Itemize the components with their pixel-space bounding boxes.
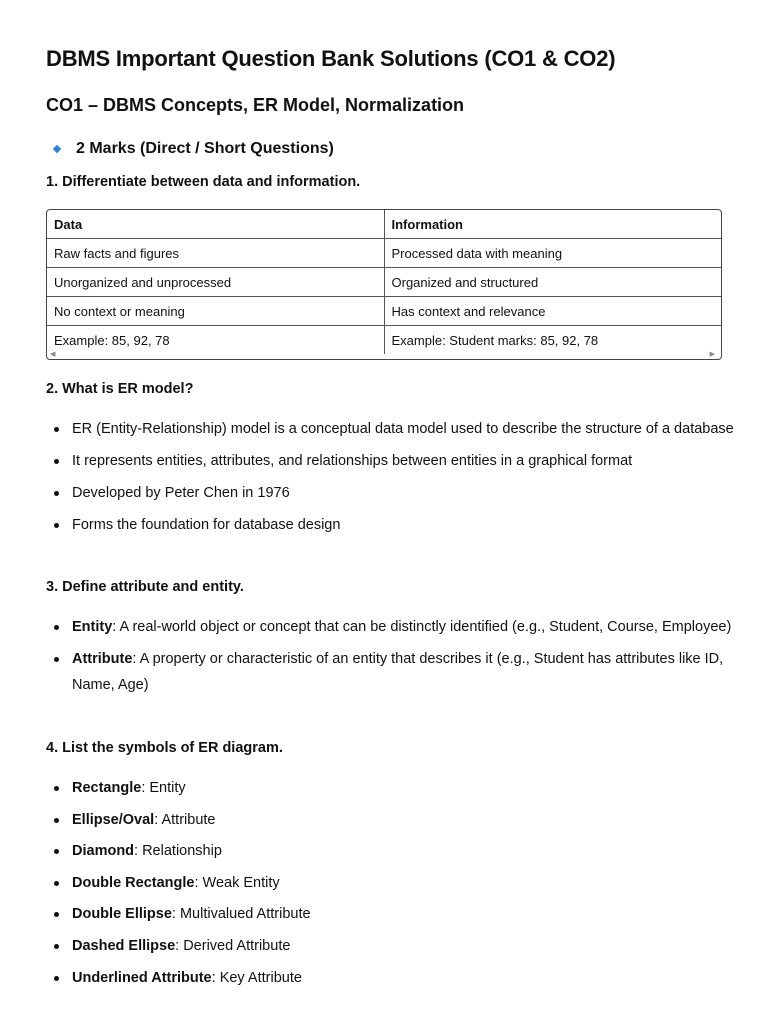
list-item: It represents entities, attributes, and relationships between entities in a graphical format [46,448,736,474]
bullet-dot-icon [54,625,59,630]
table-row [47,239,721,268]
table-horizontal-scrollbar[interactable] [47,351,721,359]
bullet-dot-icon [54,427,59,432]
question-4-title: 4. List the symbols of ER diagram. [46,740,283,756]
table-header-row [47,210,721,239]
scroll-right-arrow-icon[interactable]: ▶ [709,351,715,358]
table-cell: Organized and structured [384,268,721,297]
table-cell: Unorganized and unprocessed [47,268,384,297]
bullet-dot-icon [54,523,59,528]
table-cell: Example: 85, 92, 78 [47,326,384,355]
table-row [47,268,721,297]
table-header-cell: Information [384,210,721,239]
bullet-dot-icon [54,491,59,496]
list-item: Underlined Attribute: Key Attribute [46,965,736,991]
bullet-dot-icon [54,849,59,854]
er-model-bullet-list [46,416,736,538]
table-cell: Has context and relevance [384,297,721,326]
marks-subheading [52,140,334,158]
bullet-dot-icon [54,976,59,981]
bullet-dot-icon [54,459,59,464]
section-heading: CO1 – DBMS Concepts, ER Model, Normalization [46,95,465,115]
table-cell: Processed data with meaning [384,239,721,268]
list-item: Rectangle: Entity [46,775,736,801]
table-row [47,326,721,355]
bullet-dot-icon [54,944,59,949]
list-item: Double Ellipse: Multivalued Attribute [46,901,736,927]
er-symbols-list [46,775,736,991]
list-item: Developed by Peter Chen in 1976 [46,480,736,506]
list-item: Forms the foundation for database design [46,512,736,538]
question-2-title: 2. What is ER model? [46,381,194,397]
bullet-dot-icon [54,818,59,823]
list-item: Diamond: Relationship [46,838,736,864]
question-1-title: 1. Differentiate between data and information. [46,174,361,190]
marks-subheading-label: 2 Marks (Direct / Short Questions) [76,140,334,157]
diamond-bullet-icon [53,145,61,153]
table-header-cell: Data [47,210,384,239]
bullet-dot-icon [54,786,59,791]
scroll-left-arrow-icon[interactable]: ◀ [50,351,56,358]
bullet-dot-icon [54,912,59,917]
table-row [47,297,721,326]
table-cell: Example: Student marks: 85, 92, 78 [391,332,599,348]
table-cell: Raw facts and figures [47,239,384,268]
data-vs-information-table [46,209,722,360]
list-item: Entity: A real-world object or concept that can be distinctly identified (e.g., Student, Course, Employee) [46,614,736,640]
list-item: Dashed Ellipse: Derived Attribute [46,933,736,959]
question-3-title: 3. Define attribute and entity. [46,579,244,595]
entity-attribute-list [46,614,736,698]
list-item: ER (Entity-Relationship) model is a conceptual data model used to describe the structure of a database [46,416,736,442]
bullet-dot-icon [54,657,59,662]
table-cell: No context or meaning [47,297,384,326]
bullet-dot-icon [54,881,59,886]
page-title: DBMS Important Question Bank Solutions (CO1 & CO2) [46,46,616,71]
list-item: Attribute: A property or characteristic of an entity that describes it (e.g., Student has attributes like ID, Name, Age) [46,646,736,698]
list-item: Double Rectangle: Weak Entity [46,870,736,896]
list-item: Ellipse/Oval: Attribute [46,807,736,833]
